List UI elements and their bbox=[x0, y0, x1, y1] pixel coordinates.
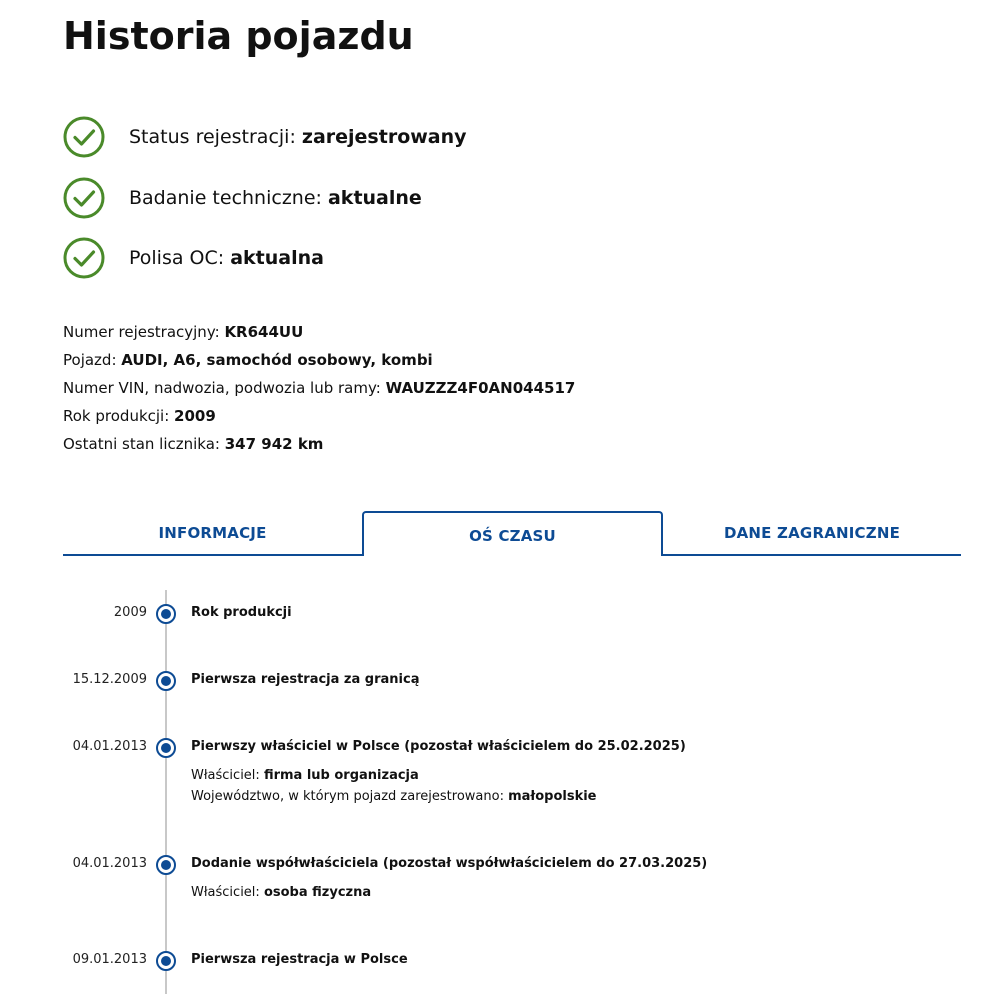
status-value: aktualne bbox=[327, 187, 422, 209]
timeline-date: 04.01.2013 bbox=[72, 739, 147, 754]
detail-value: AUDI, A6, samochód osobowy, kombi bbox=[121, 351, 433, 369]
detail-value: WAUZZZ4F0AN044517 bbox=[385, 379, 576, 397]
status-label: Badanie techniczne: bbox=[129, 187, 328, 209]
tab-label: DANE ZAGRANICZNE bbox=[723, 523, 901, 542]
timeline-detail bbox=[191, 768, 419, 783]
timeline-detail-value: małopolskie bbox=[508, 789, 597, 804]
vehicle-details bbox=[63, 321, 575, 461]
detail-label: Pojazd: bbox=[63, 351, 122, 369]
detail-label: Rok produkcji: bbox=[63, 407, 175, 425]
timeline-dot-icon bbox=[156, 604, 176, 624]
status-text bbox=[129, 187, 422, 209]
status-registration bbox=[63, 115, 467, 159]
tab-informacje[interactable] bbox=[63, 511, 362, 554]
detail-vehicle bbox=[63, 349, 575, 377]
check-circle-icon bbox=[63, 116, 105, 158]
detail-production-year bbox=[63, 405, 575, 433]
status-insurance bbox=[63, 236, 324, 280]
timeline-dot-icon bbox=[156, 738, 176, 758]
timeline-title: Pierwsza rejestracja za granicą bbox=[191, 672, 420, 687]
tab-bar bbox=[63, 511, 961, 556]
tab-os-czasu[interactable] bbox=[362, 511, 663, 556]
timeline-date: 15.12.2009 bbox=[72, 672, 147, 687]
status-label: Polisa OC: bbox=[129, 247, 231, 269]
timeline-title: Pierwszy właściciel w Polsce (pozostał właścicielem do 25.02.2025) bbox=[191, 739, 686, 754]
timeline-title: Dodanie współwłaściciela (pozostał współwłaścicielem do 27.03.2025) bbox=[191, 856, 708, 871]
detail-value: KR644UU bbox=[224, 323, 304, 341]
status-label: Status rejestracji: bbox=[129, 126, 302, 148]
check-circle-icon bbox=[63, 177, 105, 219]
timeline-detail bbox=[191, 885, 371, 900]
timeline-date: 2009 bbox=[113, 605, 147, 620]
timeline-dot-icon bbox=[156, 671, 176, 691]
tab-label: OŚ CZASU bbox=[469, 526, 556, 545]
timeline-dot-icon bbox=[156, 951, 176, 971]
detail-label: Numer rejestracyjny: bbox=[63, 323, 225, 341]
status-value: zarejestrowany bbox=[301, 126, 467, 148]
timeline-date: 09.01.2013 bbox=[72, 952, 147, 967]
timeline-dot-icon bbox=[156, 855, 176, 875]
detail-label: Numer VIN, nadwozia, podwozia lub ramy: bbox=[63, 379, 386, 397]
timeline bbox=[0, 590, 1000, 994]
timeline-detail-label: Właściciel: bbox=[191, 768, 264, 783]
timeline-line bbox=[165, 590, 167, 994]
status-text bbox=[129, 247, 324, 269]
timeline-detail-label: Właściciel: bbox=[191, 885, 264, 900]
timeline-detail-value: firma lub organizacja bbox=[263, 768, 419, 783]
timeline-detail bbox=[191, 789, 597, 804]
detail-value: 2009 bbox=[174, 407, 216, 425]
status-inspection bbox=[63, 176, 422, 220]
detail-label: Ostatni stan licznika: bbox=[63, 435, 225, 453]
tab-dane-zagraniczne[interactable] bbox=[663, 511, 961, 554]
status-value: aktualna bbox=[230, 247, 324, 269]
timeline-title: Rok produkcji bbox=[191, 605, 292, 620]
status-text bbox=[129, 126, 467, 148]
detail-vin bbox=[63, 377, 575, 405]
tab-label: INFORMACJE bbox=[158, 523, 267, 542]
detail-registration-number bbox=[63, 321, 575, 349]
check-circle-icon bbox=[63, 237, 105, 279]
detail-odometer bbox=[63, 433, 575, 461]
timeline-detail-value: osoba fizyczna bbox=[263, 885, 372, 900]
detail-value: 347 942 km bbox=[224, 435, 324, 453]
timeline-date: 04.01.2013 bbox=[72, 856, 147, 871]
page-title: Historia pojazdu bbox=[63, 14, 414, 58]
timeline-detail-label: Województwo, w którym pojazd zarejestrowano: bbox=[191, 789, 509, 804]
timeline-title: Pierwsza rejestracja w Polsce bbox=[191, 952, 408, 967]
